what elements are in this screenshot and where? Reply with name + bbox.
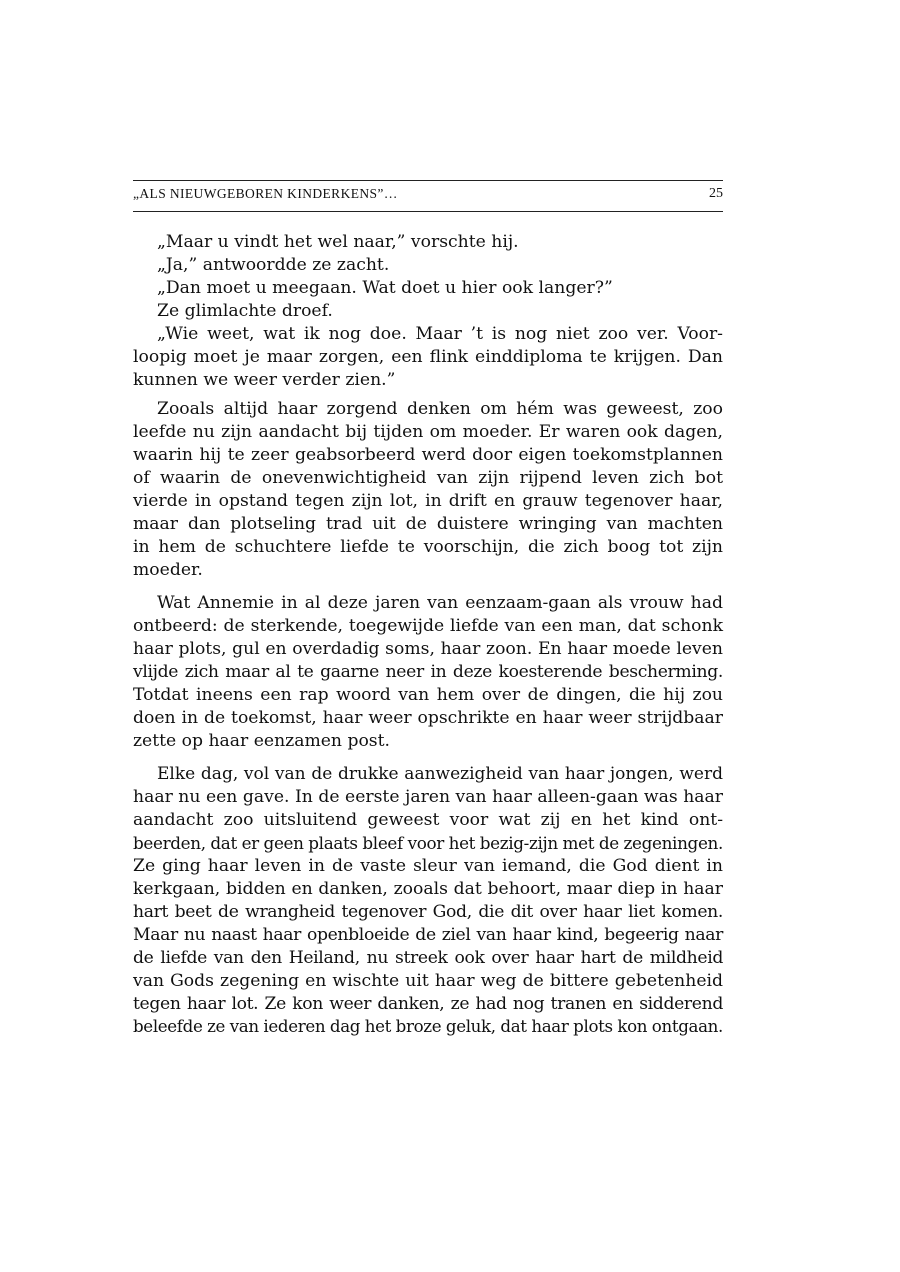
text-line: waarin hij te zeer geabsorbeerd werd door eigen toekomstplannen — [133, 445, 723, 465]
text-line: of waarin de onevenwichtigheid van zijn rijpend leven zich bot — [133, 468, 723, 488]
text-line: kunnen we weer verder zien.” — [133, 370, 396, 390]
text-line: Zooals altijd haar zorgend denken om hém was geweest, zoo — [157, 399, 723, 419]
text-line: van Gods zegening en wischte uit haar weg de bittere gebetenheid — [133, 971, 723, 991]
text-line: in hem de schuchtere liefde te voorschijn, die zich boog tot zijn — [133, 537, 723, 557]
text-line: „Wie weet, wat ik nog doe. Maar ’t is nog niet zoo ver. Voor- — [157, 324, 723, 344]
text-line: hart beet de wrangheid tegenover God, die dit over haar liet komen. — [133, 902, 723, 922]
text-line: beleefde ze van iederen dag het broze geluk, dat haar plots kon ontgaan. — [133, 1017, 723, 1036]
text-line: „Dan moet u meegaan. Wat doet u hier ook langer?” — [157, 278, 613, 298]
text-line: Ze glimlachte droef. — [157, 301, 333, 321]
text-line: tegen haar lot. Ze kon weer danken, ze had nog tranen en sidderend — [133, 994, 723, 1014]
running-head-title: „ALS NIEUWGEBOREN KINDERKENS”… — [133, 186, 398, 201]
text-line: maar dan plotseling trad uit de duistere wringing van machten — [133, 514, 723, 534]
text-line: beerden, dat er geen plaats bleef voor het bezig-zijn met de zegeningen. — [133, 833, 723, 853]
text-line: Maar nu naast haar openbloeide de ziel van haar kind, begeerig naar — [133, 925, 723, 945]
text-line: de liefde van den Heiland, nu streek ook over haar hart de mildheid — [133, 948, 723, 968]
text-line: haar plots, gul en overdadig soms, haar zoon. En haar moede leven — [133, 639, 723, 659]
text-line: zette op haar eenzamen post. — [133, 731, 390, 751]
text-line: kerkgaan, bidden en danken, zooals dat behoort, maar diep in haar — [133, 879, 723, 899]
text-line: vierde in opstand tegen zijn lot, in drift en grauw tegenover haar, — [133, 491, 723, 511]
text-line: loopig moet je maar zorgen, een flink einddiploma te krijgen. Dan — [133, 347, 723, 367]
text-line: doen in de toekomst, haar weer opschrikte en haar weer strijdbaar — [133, 708, 723, 728]
text-line: vlijde zich maar al te gaarne neer in deze koesterende bescherming. — [133, 662, 723, 682]
text-line: Ze ging haar leven in de vaste sleur van iemand, die God dient in — [133, 856, 723, 876]
running-head — [133, 180, 723, 212]
page-number: 25 — [709, 186, 723, 201]
text-line: „Maar u vindt het wel naar,” vorschte hij. — [157, 232, 519, 252]
text-line: Elke dag, vol van de drukke aanwezigheid van haar jongen, werd — [157, 764, 723, 784]
text-line: leefde nu zijn aandacht bij tijden om moeder. Er waren ook dagen, — [133, 422, 723, 442]
text-line: Totdat ineens een rap woord van hem over de dingen, die hij zou — [133, 685, 723, 705]
text-line: aandacht zoo uitsluitend geweest voor wat zij en het kind ont- — [133, 810, 723, 830]
text-line: ontbeerd: de sterkende, toegewijde liefde van een man, dat schonk — [133, 616, 723, 636]
text-line: moeder. — [133, 560, 203, 580]
text-line: Wat Annemie in al deze jaren van eenzaam-gaan als vrouw had — [157, 593, 723, 613]
text-line: haar nu een gave. In de eerste jaren van haar alleen-gaan was haar — [133, 787, 723, 807]
text-line: „Ja,” antwoordde ze zacht. — [157, 255, 390, 275]
